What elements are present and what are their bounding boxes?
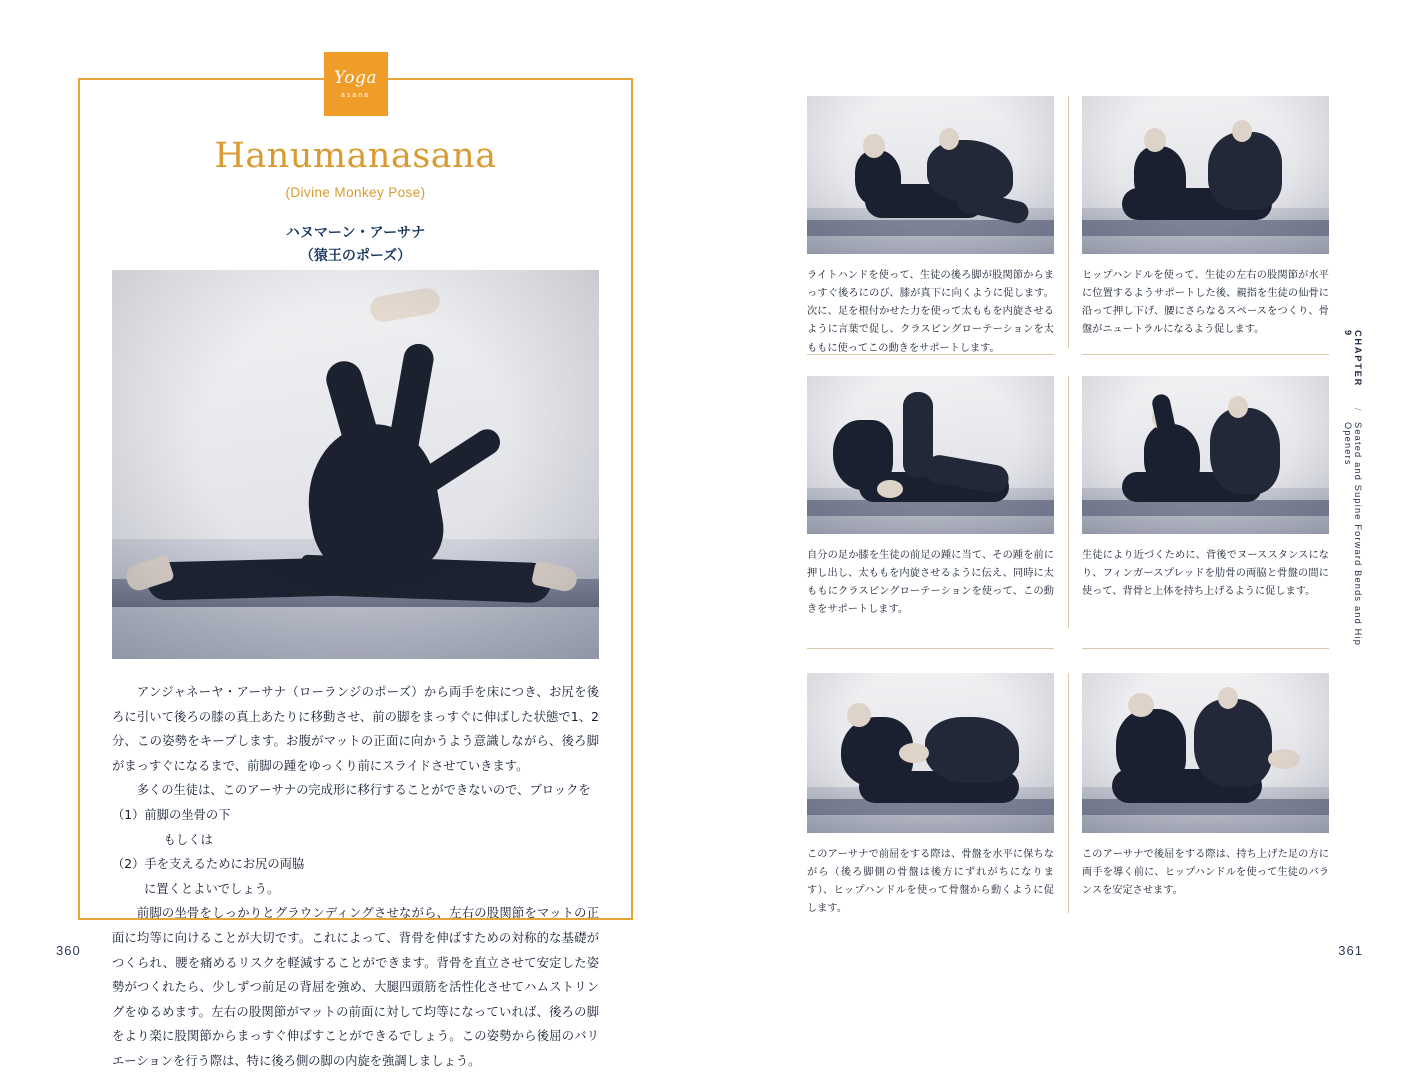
body-list-item: （2）手を支えるためにお尻の両脇 [112, 857, 305, 872]
right-page [707, 0, 1415, 1000]
assist-photo-3 [807, 376, 1054, 534]
grid-divider-vertical [1068, 673, 1069, 913]
body-copy [112, 680, 599, 1074]
assist-cell [807, 376, 1054, 620]
grid-divider-horizontal [1082, 648, 1329, 649]
assist-caption: 自分の足か膝を生徒の前足の踵に当て、その踵を前に押し出し、太ももを内旋させるように伝え、同時に太ももにクラスピングローテーションを使って、この動きをサポートします。 [807, 550, 1054, 616]
photo-vignette [807, 96, 1054, 254]
page-number-left: 360 [56, 943, 81, 958]
assist-photo-1 [807, 96, 1054, 254]
photo-vignette [112, 270, 599, 659]
assist-caption: このアーサナで前屈をする際は、骨盤を水平に保ちながら（後ろ脚側の骨盤は後方にずれがちになります）、ヒップハンドルを使って骨盤から動くように促します。 [807, 849, 1054, 915]
grid-divider-horizontal [807, 648, 1054, 649]
body-list-item: （1）前脚の坐骨の下 [112, 807, 231, 822]
photo-vignette [807, 673, 1054, 833]
left-page [0, 0, 707, 1068]
body-paragraph: 前脚の坐骨をしっかりとグラウンディングさせながら、左右の股関節をマットの正面に均等に向けることが大切です。これによって、背骨を伸ばすための対称的な基礎がつくられ、腰を痛めるリスクを軽減することができます。背骨を直立させて安定した姿勢がつくれたら、少しずつ前足の背屈を強め、大腿四頭筋を活性化させてハムストリングをゆるめます。左右の股関節がマットの前面に対して均等になっていれば、後ろの脚をより楽に股関節からまっすぐ伸ばすことができるでしょう。この姿勢から後屈のバリエーションを行う際は、特に後ろ側の脚の内旋を強調しましょう。 [112, 906, 599, 1068]
page-subtitle: (Divine Monkey Pose) [285, 185, 426, 200]
assist-photo-6 [1082, 673, 1329, 833]
grid-divider-horizontal [1082, 354, 1329, 355]
assist-cell [1082, 673, 1329, 900]
body-paragraph: 多くの生徒は、このアーサナの完成形に移行することができないので、ブロックを [124, 783, 591, 798]
body-list-note: に置くとよいでしょう。 [131, 881, 280, 896]
photo-vignette [1082, 673, 1329, 833]
page-title: Hanumanasana [214, 136, 497, 176]
assist-cell [807, 96, 1054, 358]
photo-vignette [1082, 376, 1329, 534]
assist-cell [1082, 96, 1329, 340]
yoga-asana-badge [324, 52, 388, 116]
chapter-number: CHAPTER 9 [1343, 330, 1363, 388]
assist-caption: ライトハンドを使って、生徒の後ろ脚が股関節からまっすぐ後ろにのび、膝が真下に向くように促します。次に、足を根付かせた力を使って太ももを内旋させるように言葉で促し、クラスピングローテーションを太ももに使ってこの動きをサポートします。 [807, 270, 1054, 354]
grid-divider-vertical [1068, 376, 1069, 628]
assist-caption: このアーサナで後屈をする際は、持ち上げた足の方に両手を導く前に、ヒップハンドルを使って生徒のバランスを安定させます。 [1082, 849, 1329, 897]
hero-pose-photo [112, 270, 599, 659]
assist-cell [807, 673, 1054, 919]
assist-photo-4 [1082, 376, 1329, 534]
chapter-title: Seated and Supine Forward Bends and Hip Openers [1343, 421, 1363, 646]
photo-vignette [1082, 96, 1329, 254]
assist-photo-5 [807, 673, 1054, 833]
badge-line-2: asana [340, 91, 371, 99]
page-title-japanese [80, 222, 631, 268]
assist-cell [1082, 376, 1329, 601]
assist-photo-2 [1082, 96, 1329, 254]
chapter-separator: / [1353, 407, 1363, 412]
page-title-japanese-line2: （猿王のポーズ） [299, 248, 412, 265]
assist-caption: 生徒により近づくために、背後でヌーススタンスになり、フィンガースプレッドを肋骨の両脇と骨盤の間に使って、背骨と上体を持ち上げるように促します。 [1082, 550, 1329, 598]
pose-title-block [80, 136, 631, 268]
grid-divider-vertical [1068, 96, 1069, 348]
body-paragraph: アンジャネーヤ・アーサナ（ローランジのポーズ）から両手を床につき、お尻を後ろに引いて後ろの膝の真上あたりに移動させ、前の脚をまっすぐに伸ばした状態で1、2分、この姿勢をキープします。お腹がマットの正面に向かうよう意識しながら、後ろ脚がまっすぐになるまで、前脚の踵をゆっくり前にスライドさせていきます。 [112, 685, 599, 773]
photo-vignette [807, 376, 1054, 534]
body-list-note: もしくは [139, 832, 213, 847]
assist-photo-grid [807, 96, 1329, 914]
badge-line-1: Yoga [334, 67, 377, 88]
page-title-japanese-line1: ハヌマーン・アーサナ [285, 225, 426, 241]
chapter-marker [1345, 330, 1363, 690]
assist-caption: ヒップハンドルを使って、生徒の左右の股関節が水平に位置するようサポートした後、親指を生徒の仙骨に沿って押し下げ、腰にさらなるスペースをつくり、骨盤がニュートラルになるよう促します。 [1082, 270, 1329, 336]
left-page-frame [78, 67, 633, 1068]
page-number-right: 361 [1338, 943, 1363, 958]
